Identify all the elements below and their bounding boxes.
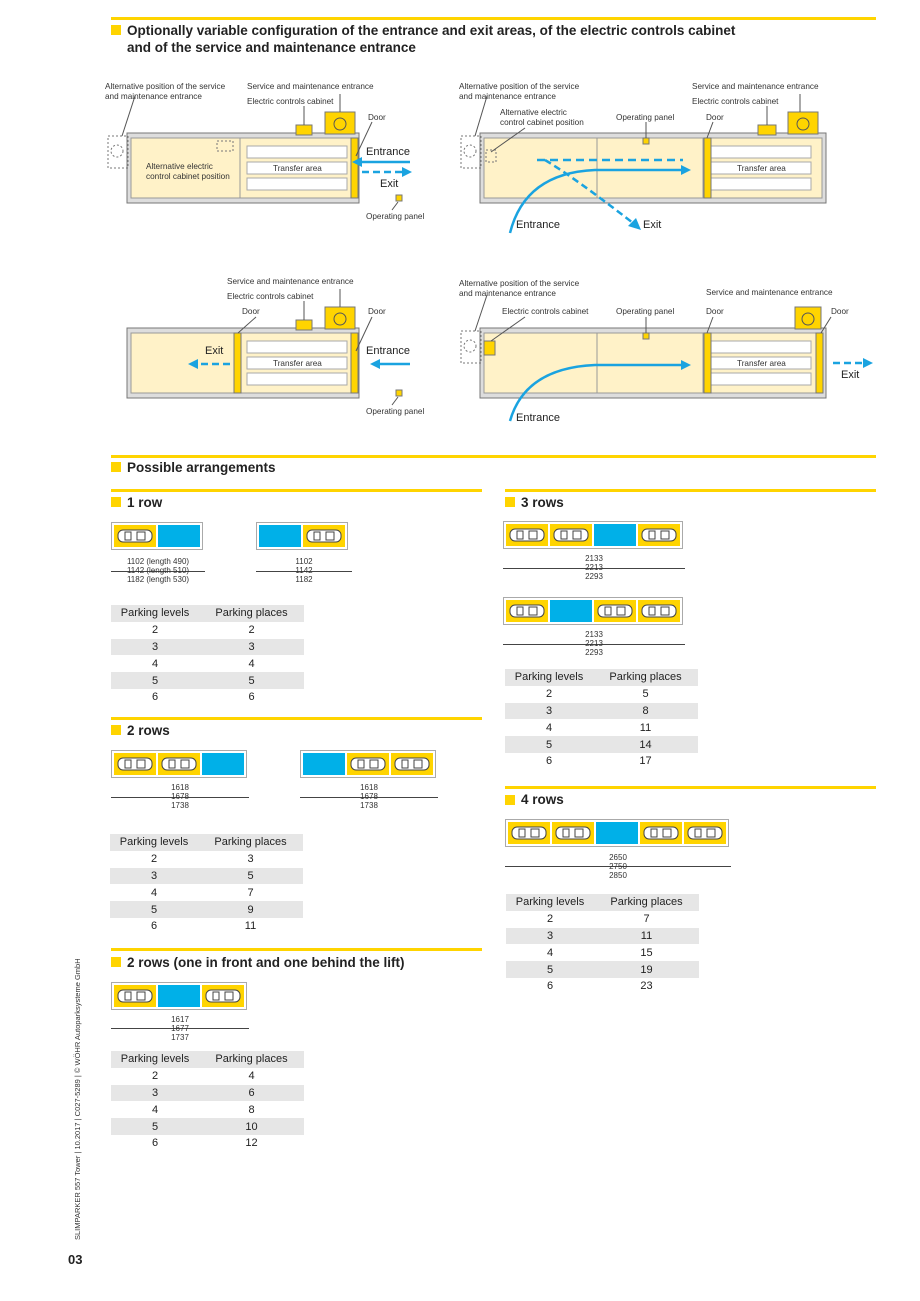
dim-value: 1182 (295, 574, 313, 584)
car-icon (117, 757, 153, 771)
cell-levels: 6 (545, 755, 553, 768)
dim-value: 1102 (295, 557, 313, 566)
table-row (111, 639, 304, 656)
d2-entrance-label: Entrance (516, 219, 561, 231)
parking-space (202, 985, 244, 1007)
cell-levels: 4 (151, 657, 159, 670)
row4-dims (505, 854, 731, 880)
col-levels: Parking levels (111, 1051, 199, 1068)
car-icon (687, 826, 723, 840)
dim-value: 2133 (585, 554, 603, 563)
table-row (505, 686, 698, 703)
d3-transfer-label: Transfer area (273, 359, 322, 368)
section2-rule (111, 455, 876, 458)
cell-places: 3 (199, 639, 304, 656)
row3-rule (505, 489, 876, 492)
car-icon (555, 826, 591, 840)
row3-layout-b (503, 597, 683, 625)
dim-value: 2293 (585, 647, 603, 657)
dim-value: 1142 (length 510) (126, 565, 190, 575)
row4-bullet (505, 795, 515, 805)
parking-space (552, 822, 594, 844)
cell-levels: 4 (545, 721, 553, 734)
lift-area (596, 822, 638, 844)
car-icon (641, 528, 677, 542)
d1-entrance-label: Entrance (366, 146, 411, 158)
row1-rule (111, 489, 482, 492)
section1-title-line2: and of the service and maintenance entrance (127, 40, 416, 55)
cell-levels: 6 (151, 1137, 159, 1150)
d2-alt-cabinet-l1: Alternative electric (500, 108, 567, 117)
row1-title: 1 row (127, 495, 163, 510)
cell-levels: 5 (110, 901, 198, 918)
d1-alt-service-label (105, 82, 225, 101)
row1-layout-b (256, 522, 348, 550)
lift-area (594, 524, 636, 546)
row3-table (505, 669, 698, 770)
parking-space (303, 525, 345, 547)
cell-places: 11 (594, 928, 699, 945)
table-row (111, 622, 304, 639)
side-text: SLIMPARKER 557 Tower | 10.2017 | C027-5289 | © WÖHR Autoparksysteme GmbH (73, 958, 82, 1240)
d3-panel-label: Operating panel (366, 407, 425, 416)
table-row (506, 911, 699, 928)
d4-entrance-label: Entrance (516, 412, 561, 424)
lift-area (259, 525, 301, 547)
d2-door-label: Door (706, 113, 724, 122)
table-row (110, 918, 303, 935)
dim-value: 1677 (171, 1023, 189, 1033)
d3-entrance-label: Entrance (366, 345, 411, 357)
d2-alt-service-l1: Alternative position of the service (459, 82, 580, 91)
d4-door-left-label: Door (706, 307, 724, 316)
d2-alt-cabinet-l2: control cabinet position (500, 117, 584, 127)
cell-places: 5 (198, 868, 303, 885)
dim-value: 1182 (length 530) (126, 574, 190, 584)
table-row (111, 1101, 304, 1118)
parking-space (550, 524, 592, 546)
table-row (110, 868, 303, 885)
cell-levels: 6 (150, 920, 158, 933)
parking-space (640, 822, 682, 844)
cell-places: 8 (593, 703, 698, 720)
parking-space (638, 524, 680, 546)
d3-exit-label: Exit (205, 345, 224, 357)
row3-dims-a (503, 555, 685, 581)
row2-table (110, 834, 303, 935)
parking-space (594, 600, 636, 622)
d1-door-label: Door (368, 113, 386, 122)
row1-dims-b (256, 558, 352, 584)
row4-table (506, 894, 699, 995)
car-icon (117, 529, 153, 543)
table-row (111, 689, 304, 706)
col-places: Parking places (593, 669, 698, 686)
parking-space (114, 753, 156, 775)
car-icon (205, 989, 241, 1003)
row2-dims-a (111, 784, 249, 810)
d2-panel-label: Operating panel (616, 113, 675, 122)
row3-layout-a (503, 521, 683, 549)
lift-area (158, 985, 200, 1007)
d4-service-label: Service and maintenance entrance (706, 288, 833, 297)
car-icon (306, 529, 342, 543)
row2b-dims (111, 1016, 249, 1042)
table-row (110, 884, 303, 901)
cell-levels: 3 (110, 868, 198, 885)
table-row (505, 719, 698, 736)
dim-value: 1737 (171, 1032, 189, 1042)
section2-bullet (111, 462, 121, 472)
cell-places: 17 (639, 755, 652, 768)
car-icon (350, 757, 386, 771)
table-row (110, 851, 303, 868)
d2-transfer-label: Transfer area (737, 164, 786, 173)
table-row (506, 928, 699, 945)
d1-alt-cabinet-l2: control cabinet position (146, 171, 230, 181)
cell-levels: 2 (545, 688, 553, 701)
row2b-bullet (111, 957, 121, 967)
cell-levels: 2 (151, 624, 159, 637)
cell-levels: 4 (151, 1103, 159, 1116)
d2-exit-label: Exit (643, 219, 662, 231)
d4-cabinet-label: Electric controls cabinet (502, 307, 589, 316)
lift-area (158, 525, 200, 547)
parking-space (684, 822, 726, 844)
table-row (506, 944, 699, 961)
cell-levels: 4 (150, 886, 158, 899)
d4-alt-service-l2: and maintenance entrance (459, 288, 556, 298)
car-icon (643, 826, 679, 840)
dim-value: 1738 (360, 800, 378, 810)
cell-places: 11 (639, 721, 652, 734)
cell-places: 4 (248, 657, 255, 670)
cell-levels: 5 (506, 961, 594, 978)
car-icon (509, 604, 545, 618)
row1-layout-a (111, 522, 203, 550)
cell-levels: 3 (505, 703, 593, 720)
parking-space (391, 753, 433, 775)
d2-alt-service-l2: and maintenance entrance (459, 91, 556, 101)
cell-places: 19 (594, 961, 699, 978)
cell-places: 23 (640, 980, 653, 993)
parking-space (114, 525, 156, 547)
table-row (111, 672, 304, 689)
parking-space (638, 600, 680, 622)
dim-value: 2750 (609, 861, 627, 871)
cell-levels: 2 (150, 853, 158, 866)
row1-table (111, 605, 304, 706)
cell-places: 9 (198, 901, 303, 918)
d4-alt-service-l1: Alternative position of the service (459, 279, 580, 288)
col-levels: Parking levels (111, 605, 199, 622)
d3-door-right-label: Door (368, 307, 386, 316)
d1-alt-service-l2: and maintenance entrance (105, 91, 202, 101)
table-row (505, 753, 698, 770)
col-places: Parking places (594, 894, 699, 911)
d4-exit-label: Exit (841, 369, 860, 381)
lift-area (550, 600, 592, 622)
cell-places: 4 (248, 1070, 255, 1083)
cell-places: 12 (245, 1137, 258, 1150)
car-icon (641, 604, 677, 618)
table-row (111, 1135, 304, 1152)
d2-alt-cabinet-label (500, 108, 584, 127)
row3-title: 3 rows (521, 495, 564, 510)
d4-transfer-label: Transfer area (737, 359, 786, 368)
row2-layout-a (111, 750, 247, 778)
cell-places: 14 (593, 736, 698, 753)
cell-levels: 6 (151, 691, 159, 704)
cell-places: 6 (199, 1085, 304, 1102)
table-row (111, 1068, 304, 1085)
car-icon (553, 528, 589, 542)
row2b-layout (111, 982, 247, 1010)
d1-cabinet-label: Electric controls cabinet (247, 97, 334, 106)
cell-levels: 5 (111, 1118, 199, 1135)
d2-alt-service-label (459, 82, 579, 101)
cell-levels: 4 (546, 946, 554, 959)
table-row (506, 978, 699, 995)
col-levels: Parking levels (506, 894, 594, 911)
row2-rule (111, 717, 482, 720)
d3-door-left-label: Door (242, 307, 260, 316)
col-levels: Parking levels (505, 669, 593, 686)
row2b-title: 2 rows (one in front and one behind the lift) (127, 955, 405, 970)
row2-dims-b (300, 784, 438, 810)
dim-value: 1142 (295, 565, 313, 575)
car-icon (511, 826, 547, 840)
dim-value: 2650 (609, 853, 627, 862)
dim-value: 1678 (360, 791, 378, 801)
cell-places: 5 (199, 672, 304, 689)
cell-levels: 5 (111, 672, 199, 689)
row1-bullet (111, 497, 121, 507)
dim-value: 1102 (length 490) (126, 557, 190, 566)
dim-value: 2133 (585, 630, 603, 639)
dim-value: 1618 (171, 783, 189, 792)
dim-value: 1618 (360, 783, 378, 792)
parking-space (508, 822, 550, 844)
cell-levels: 2 (546, 913, 554, 926)
section1-title (127, 22, 735, 56)
row2-layout-b (300, 750, 436, 778)
table-row (505, 703, 698, 720)
table-row (506, 961, 699, 978)
car-icon (509, 528, 545, 542)
row1-dims-a (111, 558, 205, 584)
d2-cabinet-label: Electric controls cabinet (692, 97, 779, 106)
car-icon (394, 757, 430, 771)
parking-space (114, 985, 156, 1007)
dim-value: 1617 (171, 1015, 189, 1024)
table-row (111, 1118, 304, 1135)
cell-places: 8 (248, 1103, 255, 1116)
diagram-top-right (455, 78, 875, 238)
col-places: Parking places (198, 834, 303, 851)
cell-places: 7 (247, 886, 254, 899)
car-icon (597, 604, 633, 618)
cell-places: 5 (642, 688, 649, 701)
lift-area (303, 753, 345, 775)
row2-bullet (111, 725, 121, 735)
row3-bullet (505, 497, 515, 507)
table-row (111, 655, 304, 672)
row2b-rule (111, 948, 482, 951)
row4-layout (505, 819, 729, 847)
section1-title-line1: Optionally variable configuration of the entrance and exit areas, of the electric controls cabinet (127, 23, 736, 38)
cell-places: 10 (199, 1118, 304, 1135)
parking-space (158, 753, 200, 775)
row2b-table (111, 1051, 304, 1152)
cell-places: 6 (248, 691, 255, 704)
dim-value: 1678 (171, 791, 189, 801)
cell-levels: 3 (111, 639, 199, 656)
dim-value: 2293 (585, 571, 603, 581)
d4-door-right-label: Door (831, 307, 849, 316)
d1-panel-label: Operating panel (366, 212, 425, 221)
col-levels: Parking levels (110, 834, 198, 851)
cell-places: 15 (640, 946, 653, 959)
cell-levels: 5 (505, 736, 593, 753)
section1-bullet (111, 25, 121, 35)
section1-rule (111, 17, 876, 20)
page-number: 03 (68, 1252, 83, 1267)
d1-alt-cabinet-l1: Alternative electric (146, 162, 213, 171)
parking-space (506, 600, 548, 622)
cell-places: 11 (244, 920, 257, 933)
section2-title: Possible arrangements (127, 460, 276, 475)
cell-places: 3 (247, 853, 254, 866)
d1-transfer-label: Transfer area (273, 164, 322, 173)
lift-area (202, 753, 244, 775)
cell-places: 2 (248, 624, 255, 637)
d2-service-label: Service and maintenance entrance (692, 82, 819, 91)
cell-levels: 3 (506, 928, 594, 945)
d1-service-label: Service and maintenance entrance (247, 82, 374, 91)
d1-alt-service-l1: Alternative position of the service (105, 82, 226, 91)
dim-value: 2850 (609, 870, 627, 880)
parking-space (347, 753, 389, 775)
row4-title: 4 rows (521, 792, 564, 807)
d4-alt-service-label (459, 279, 579, 298)
col-places: Parking places (199, 1051, 304, 1068)
d4-panel-label: Operating panel (616, 307, 675, 316)
col-places: Parking places (199, 605, 304, 622)
dim-value: 1738 (171, 800, 189, 810)
table-row (111, 1085, 304, 1102)
car-icon (117, 989, 153, 1003)
cell-levels: 6 (546, 980, 554, 993)
table-row (110, 901, 303, 918)
d1-alt-cabinet-label (146, 162, 230, 181)
d3-service-label: Service and maintenance entrance (227, 277, 354, 286)
cell-levels: 3 (111, 1085, 199, 1102)
cell-places: 7 (643, 913, 650, 926)
parking-space (506, 524, 548, 546)
row2-title: 2 rows (127, 723, 170, 738)
d1-exit-label: Exit (380, 178, 399, 190)
row4-rule (505, 786, 876, 789)
table-row (505, 736, 698, 753)
car-icon (161, 757, 197, 771)
cell-levels: 2 (151, 1070, 159, 1083)
row3-dims-b (503, 631, 685, 657)
dim-value: 2213 (585, 638, 603, 648)
d3-cabinet-label: Electric controls cabinet (227, 292, 314, 301)
dim-value: 2213 (585, 562, 603, 572)
